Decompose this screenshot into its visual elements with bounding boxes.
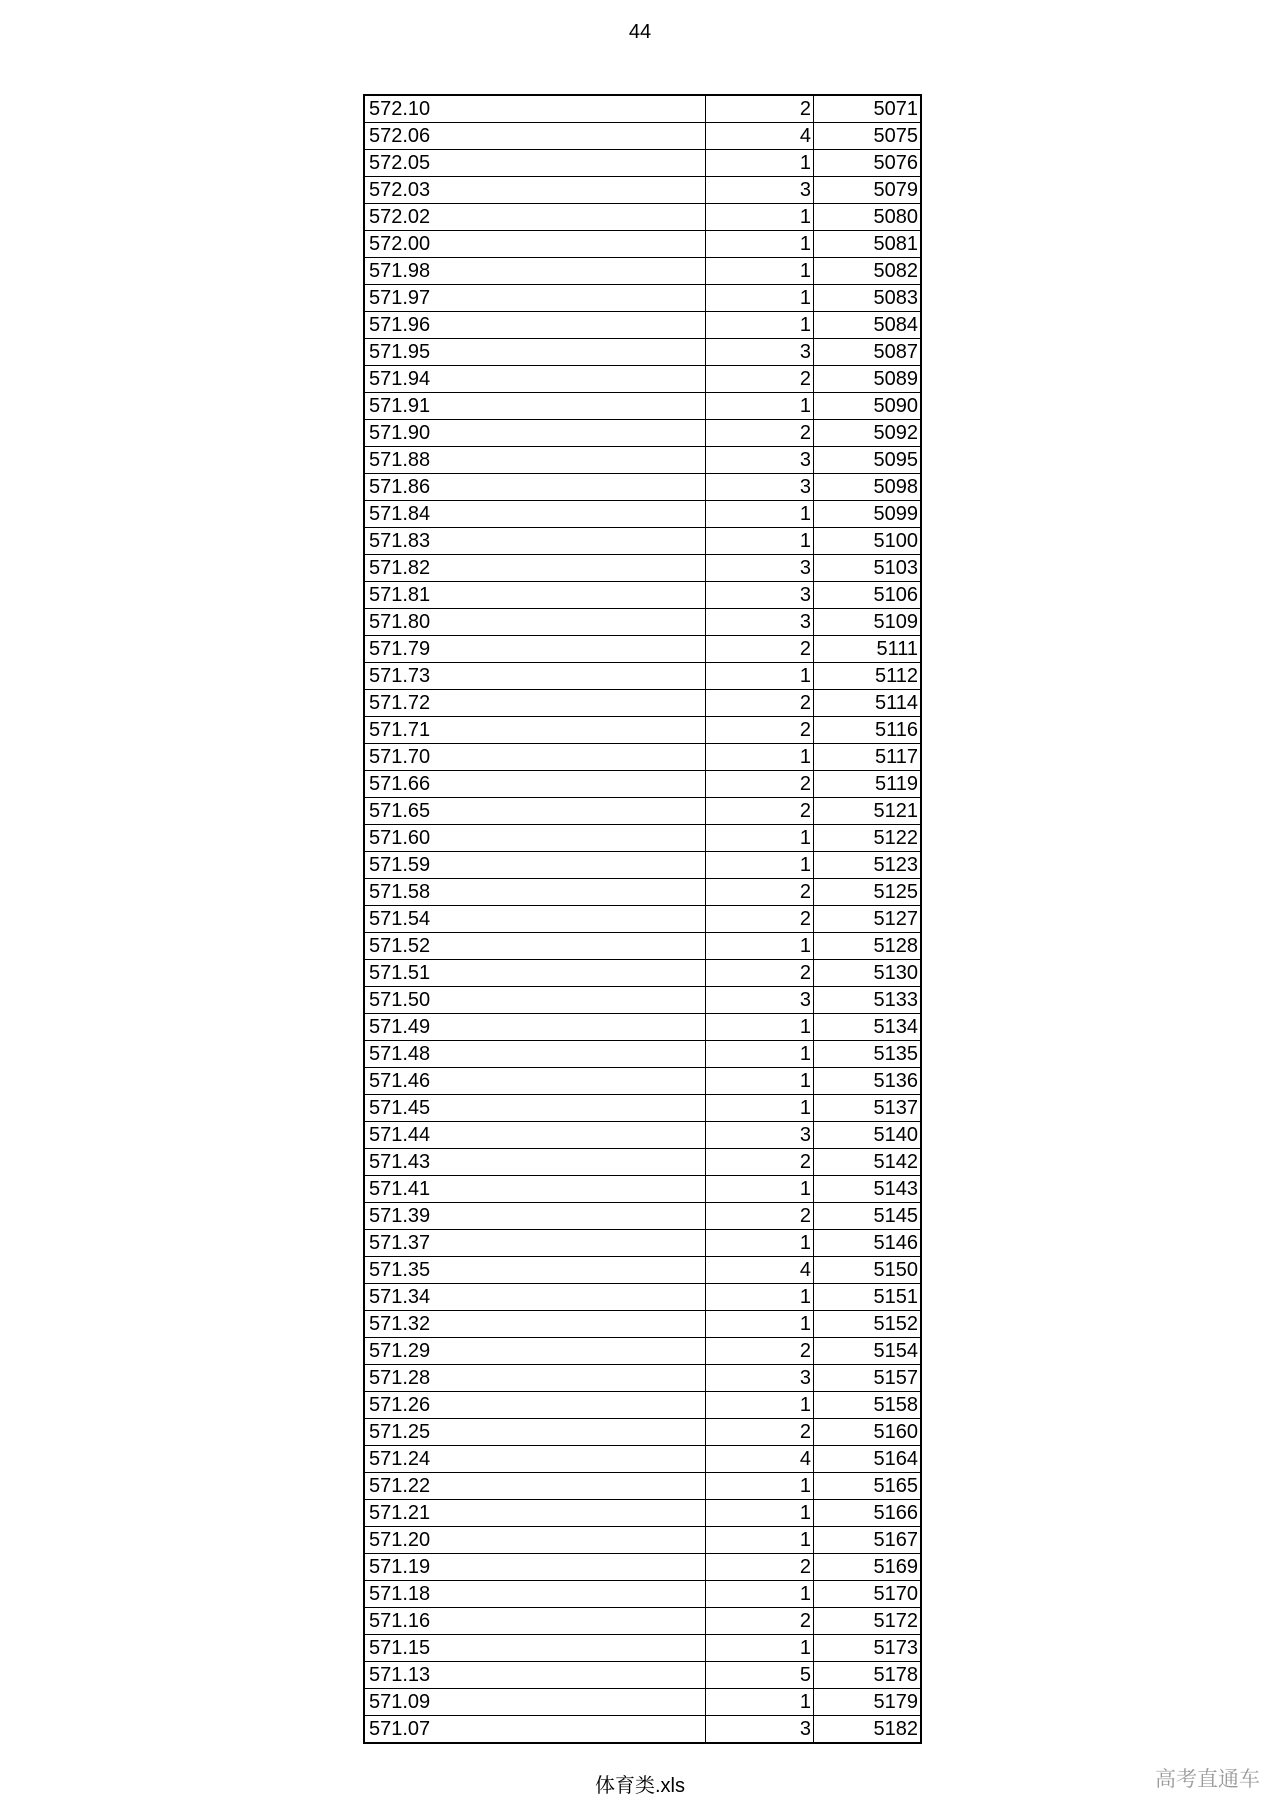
cumulative-cell: 5116 [814,717,922,744]
table-row [364,123,921,150]
table-row [364,771,921,798]
table-row [364,906,921,933]
count-cell: 1 [706,1635,814,1662]
count-cell: 2 [706,1203,814,1230]
count-cell: 4 [706,123,814,150]
table-row [364,204,921,231]
count-cell: 1 [706,1500,814,1527]
count-cell: 1 [706,1095,814,1122]
count-cell: 1 [706,285,814,312]
count-cell: 1 [706,150,814,177]
count-cell: 2 [706,690,814,717]
table-row [364,663,921,690]
score-cell: 571.19 [364,1554,706,1581]
table-row [364,1608,921,1635]
cumulative-cell: 5095 [814,447,922,474]
score-cell: 571.16 [364,1608,706,1635]
count-cell: 1 [706,258,814,285]
score-cell: 572.00 [364,231,706,258]
count-cell: 3 [706,339,814,366]
table-row [364,717,921,744]
table-row [364,1203,921,1230]
score-cell: 571.18 [364,1581,706,1608]
score-cell: 571.21 [364,1500,706,1527]
cumulative-cell: 5135 [814,1041,922,1068]
count-cell: 2 [706,95,814,123]
table-row [364,1527,921,1554]
table-row [364,95,921,123]
table-body [364,95,921,1743]
count-cell: 2 [706,906,814,933]
cumulative-cell: 5087 [814,339,922,366]
table-row [364,636,921,663]
score-cell: 571.90 [364,420,706,447]
count-cell: 2 [706,960,814,987]
score-cell: 571.07 [364,1716,706,1744]
score-cell: 571.26 [364,1392,706,1419]
score-cell: 571.43 [364,1149,706,1176]
cumulative-cell: 5089 [814,366,922,393]
count-cell: 2 [706,1608,814,1635]
count-cell: 3 [706,474,814,501]
score-cell: 571.84 [364,501,706,528]
count-cell: 1 [706,1284,814,1311]
count-cell: 1 [706,825,814,852]
table-row [364,501,921,528]
score-cell: 572.03 [364,177,706,204]
cumulative-cell: 5152 [814,1311,922,1338]
score-cell: 571.98 [364,258,706,285]
cumulative-cell: 5170 [814,1581,922,1608]
table-row [364,1176,921,1203]
score-cell: 571.39 [364,1203,706,1230]
count-cell: 1 [706,1311,814,1338]
score-cell: 571.09 [364,1689,706,1716]
count-cell: 1 [706,528,814,555]
score-cell: 571.51 [364,960,706,987]
score-cell: 572.02 [364,204,706,231]
cumulative-cell: 5166 [814,1500,922,1527]
count-cell: 1 [706,1014,814,1041]
count-cell: 1 [706,1230,814,1257]
score-cell: 571.58 [364,879,706,906]
count-cell: 4 [706,1257,814,1284]
count-cell: 1 [706,1689,814,1716]
cumulative-cell: 5137 [814,1095,922,1122]
count-cell: 1 [706,1581,814,1608]
score-cell: 571.72 [364,690,706,717]
table-row [364,1068,921,1095]
count-cell: 3 [706,177,814,204]
table-row [364,1338,921,1365]
table-row [364,1392,921,1419]
cumulative-cell: 5071 [814,95,922,123]
cumulative-cell: 5119 [814,771,922,798]
score-cell: 571.52 [364,933,706,960]
count-cell: 1 [706,204,814,231]
cumulative-cell: 5125 [814,879,922,906]
score-cell: 571.81 [364,582,706,609]
score-cell: 571.80 [364,609,706,636]
table-row [364,933,921,960]
table-row [364,258,921,285]
score-cell: 571.70 [364,744,706,771]
cumulative-cell: 5103 [814,555,922,582]
cumulative-cell: 5146 [814,1230,922,1257]
cumulative-cell: 5143 [814,1176,922,1203]
cumulative-cell: 5111 [814,636,922,663]
cumulative-cell: 5142 [814,1149,922,1176]
cumulative-cell: 5082 [814,258,922,285]
cumulative-cell: 5083 [814,285,922,312]
count-cell: 3 [706,609,814,636]
count-cell: 1 [706,663,814,690]
table-row [364,987,921,1014]
table-row [364,1311,921,1338]
count-cell: 1 [706,1473,814,1500]
count-cell: 2 [706,1419,814,1446]
table-row [364,1149,921,1176]
footer-filename: 体育类.xls [595,1775,685,1797]
table-row [364,744,921,771]
cumulative-cell: 5182 [814,1716,922,1744]
count-cell: 1 [706,1176,814,1203]
cumulative-cell: 5130 [814,960,922,987]
count-cell: 2 [706,1554,814,1581]
cumulative-cell: 5080 [814,204,922,231]
score-table [363,94,922,1744]
count-cell: 2 [706,420,814,447]
score-cell: 571.34 [364,1284,706,1311]
count-cell: 2 [706,798,814,825]
count-cell: 4 [706,1446,814,1473]
count-cell: 1 [706,1068,814,1095]
cumulative-cell: 5160 [814,1419,922,1446]
table-row [364,420,921,447]
score-cell: 571.45 [364,1095,706,1122]
table-row [364,1473,921,1500]
table-row [364,1554,921,1581]
count-cell: 1 [706,501,814,528]
score-cell: 571.28 [364,1365,706,1392]
count-cell: 2 [706,879,814,906]
cumulative-cell: 5133 [814,987,922,1014]
score-cell: 571.59 [364,852,706,879]
score-cell: 571.97 [364,285,706,312]
count-cell: 1 [706,393,814,420]
score-cell: 571.24 [364,1446,706,1473]
score-cell: 571.83 [364,528,706,555]
table-row [364,1716,921,1744]
table-row [364,690,921,717]
score-cell: 571.13 [364,1662,706,1689]
cumulative-cell: 5169 [814,1554,922,1581]
cumulative-cell: 5076 [814,150,922,177]
table-row [364,150,921,177]
score-cell: 571.44 [364,1122,706,1149]
table-row [364,528,921,555]
cumulative-cell: 5075 [814,123,922,150]
table-row [364,339,921,366]
score-cell: 572.05 [364,150,706,177]
table-row [364,1419,921,1446]
table-row [364,177,921,204]
cumulative-cell: 5179 [814,1689,922,1716]
count-cell: 3 [706,1365,814,1392]
table-row [364,1365,921,1392]
cumulative-cell: 5098 [814,474,922,501]
count-cell: 2 [706,366,814,393]
watermark: 高考直通车 [1155,1768,1260,1791]
score-cell: 571.29 [364,1338,706,1365]
count-cell: 3 [706,1122,814,1149]
cumulative-cell: 5123 [814,852,922,879]
cumulative-cell: 5092 [814,420,922,447]
table-row [364,312,921,339]
table-row [364,285,921,312]
cumulative-cell: 5172 [814,1608,922,1635]
table-row [364,1446,921,1473]
table-row [364,825,921,852]
cumulative-cell: 5145 [814,1203,922,1230]
count-cell: 2 [706,717,814,744]
count-cell: 3 [706,447,814,474]
table-row [364,798,921,825]
table-row [364,1581,921,1608]
score-cell: 571.32 [364,1311,706,1338]
cumulative-cell: 5154 [814,1338,922,1365]
cumulative-cell: 5164 [814,1446,922,1473]
cumulative-cell: 5112 [814,663,922,690]
count-cell: 1 [706,312,814,339]
cumulative-cell: 5121 [814,798,922,825]
page-number: 44 [628,21,652,43]
table-row [364,1095,921,1122]
score-cell: 571.65 [364,798,706,825]
score-cell: 571.22 [364,1473,706,1500]
table-row [364,1284,921,1311]
score-cell: 572.10 [364,95,706,123]
cumulative-cell: 5140 [814,1122,922,1149]
score-cell: 571.49 [364,1014,706,1041]
table-row [364,960,921,987]
table-row [364,1635,921,1662]
cumulative-cell: 5150 [814,1257,922,1284]
cumulative-cell: 5106 [814,582,922,609]
score-cell: 571.71 [364,717,706,744]
table-row [364,1230,921,1257]
count-cell: 2 [706,1338,814,1365]
cumulative-cell: 5081 [814,231,922,258]
score-cell: 571.94 [364,366,706,393]
count-cell: 1 [706,852,814,879]
score-cell: 571.91 [364,393,706,420]
count-cell: 1 [706,1527,814,1554]
table-row [364,1689,921,1716]
table-row [364,555,921,582]
cumulative-cell: 5127 [814,906,922,933]
score-cell: 571.66 [364,771,706,798]
cumulative-cell: 5173 [814,1635,922,1662]
count-cell: 1 [706,231,814,258]
cumulative-cell: 5090 [814,393,922,420]
table-row [364,852,921,879]
cumulative-cell: 5114 [814,690,922,717]
score-cell: 571.35 [364,1257,706,1284]
cumulative-cell: 5167 [814,1527,922,1554]
score-cell: 571.60 [364,825,706,852]
cumulative-cell: 5079 [814,177,922,204]
cumulative-cell: 5165 [814,1473,922,1500]
table-row [364,1500,921,1527]
table-row [364,582,921,609]
table-row [364,1122,921,1149]
cumulative-cell: 5128 [814,933,922,960]
cumulative-cell: 5117 [814,744,922,771]
score-cell: 571.50 [364,987,706,1014]
score-cell: 571.15 [364,1635,706,1662]
table-row [364,609,921,636]
score-cell: 571.41 [364,1176,706,1203]
count-cell: 5 [706,1662,814,1689]
count-cell: 3 [706,582,814,609]
cumulative-cell: 5109 [814,609,922,636]
score-cell: 571.96 [364,312,706,339]
cumulative-cell: 5178 [814,1662,922,1689]
count-cell: 1 [706,933,814,960]
cumulative-cell: 5157 [814,1365,922,1392]
score-cell: 571.37 [364,1230,706,1257]
cumulative-cell: 5158 [814,1392,922,1419]
table-row [364,1041,921,1068]
count-cell: 1 [706,1041,814,1068]
score-cell: 571.25 [364,1419,706,1446]
table-row [364,1014,921,1041]
score-cell: 571.20 [364,1527,706,1554]
count-cell: 2 [706,636,814,663]
score-cell: 571.54 [364,906,706,933]
score-cell: 571.48 [364,1041,706,1068]
cumulative-cell: 5136 [814,1068,922,1095]
score-cell: 571.73 [364,663,706,690]
table-row [364,231,921,258]
table-row [364,1257,921,1284]
score-cell: 571.86 [364,474,706,501]
cumulative-cell: 5100 [814,528,922,555]
table-row [364,393,921,420]
cumulative-cell: 5151 [814,1284,922,1311]
table-row [364,879,921,906]
score-cell: 572.06 [364,123,706,150]
count-cell: 2 [706,771,814,798]
count-cell: 3 [706,987,814,1014]
cumulative-cell: 5084 [814,312,922,339]
table-row [364,1662,921,1689]
count-cell: 2 [706,1149,814,1176]
cumulative-cell: 5099 [814,501,922,528]
count-cell: 1 [706,1392,814,1419]
count-cell: 3 [706,555,814,582]
score-cell: 571.46 [364,1068,706,1095]
table-row [364,447,921,474]
score-cell: 571.82 [364,555,706,582]
cumulative-cell: 5122 [814,825,922,852]
cumulative-cell: 5134 [814,1014,922,1041]
score-cell: 571.79 [364,636,706,663]
score-cell: 571.95 [364,339,706,366]
table-row [364,366,921,393]
table-row [364,474,921,501]
count-cell: 1 [706,744,814,771]
score-cell: 571.88 [364,447,706,474]
count-cell: 3 [706,1716,814,1744]
